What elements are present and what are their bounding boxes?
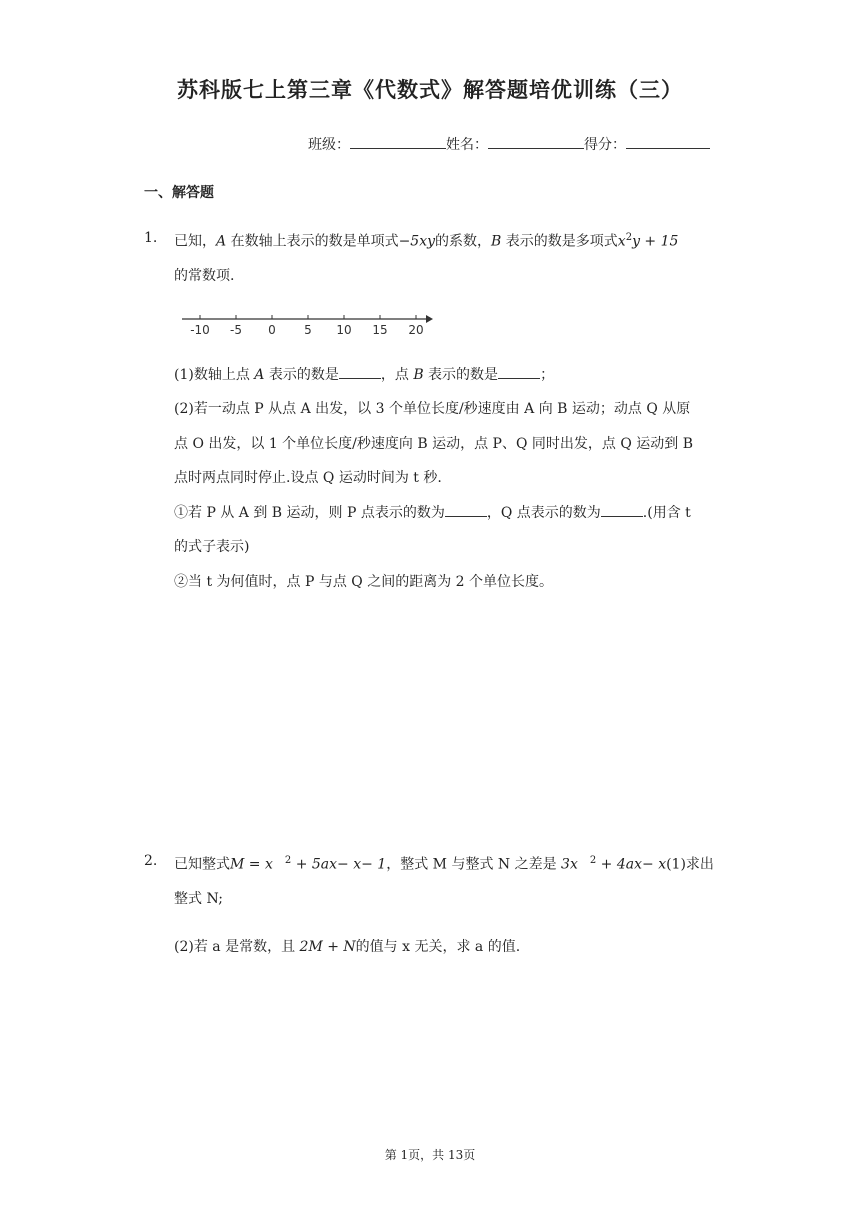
number-line-tick-label: 10 <box>336 323 352 337</box>
q1-s1-text: .(用含 t <box>642 504 691 521</box>
q1-monomial: −5xy <box>398 233 436 250</box>
q1-stem-line-2: 的常数项. <box>174 268 235 285</box>
q1-p1-text: ； <box>540 367 555 383</box>
q1-sub-2: ②当 t 为何值时，点 P 与点 Q 之间的距离为 2 个单位长度。 <box>174 573 554 590</box>
q2-p2-text: 的值与 x 无关，求 a 的值. <box>355 939 521 955</box>
q1-poly-exponent: 2 <box>625 232 633 243</box>
student-info-line <box>308 134 710 154</box>
q1-p1-point-b: B <box>413 367 424 383</box>
class-blank <box>350 134 446 149</box>
question-1-part-2 <box>174 392 720 599</box>
page-footer: 第 1页，共 13页 <box>384 1148 476 1162</box>
number-line-arrow <box>426 315 433 323</box>
q2-stem-line-2: 整式 N; <box>174 891 223 908</box>
name-blank <box>488 134 584 149</box>
q2-m-rest: + 5ax− x− 1 <box>291 856 387 873</box>
q2-p2-text: (2)若 a 是常数，且 <box>174 939 300 955</box>
q1-p1-text: 表示的数是 <box>264 367 339 383</box>
q1-p2-line-2: 点 O 出发，以 1 个单位长度/秒速度向 B 运动，点 P、Q 同时出发，点 Q 运动到 B <box>174 435 694 452</box>
question-1-stem <box>174 221 720 294</box>
q1-text: 已知， <box>174 233 216 250</box>
q2-text: ，整式 M 与整式 N 之差是 <box>386 856 562 873</box>
q1-point-b: B <box>491 233 502 250</box>
q1-p1-text: (1)数轴上点 <box>174 367 255 383</box>
number-line-tick-label: -10 <box>190 323 210 337</box>
number-line-tick-label: 15 <box>372 323 388 337</box>
q1-poly-x: x <box>617 233 626 250</box>
q1-stem-line-1 <box>174 221 720 259</box>
q2-exponent: 2 <box>589 855 597 866</box>
answer-blank <box>498 364 540 379</box>
q1-s1-text: ，Q 点表示的数为 <box>486 504 601 521</box>
q1-p1-point-a: A <box>254 367 265 383</box>
q2-diff-rest: + 4ax− x <box>596 856 667 873</box>
q2-exponent: 2 <box>284 855 292 866</box>
q1-p1-text: ，点 <box>380 367 414 383</box>
answer-blank <box>339 364 381 379</box>
score-label: 得分： <box>584 137 626 153</box>
question-2-stem <box>174 844 720 917</box>
score-blank <box>626 134 710 149</box>
q1-s1-text: ①若 P 从 A 到 B 运动，则 P 点表示的数为 <box>174 504 445 521</box>
question-1-part-1 <box>174 358 720 393</box>
answer-blank <box>601 502 643 517</box>
class-label: 班级： <box>308 137 350 153</box>
q1-text: 表示的数是多项式 <box>501 233 618 250</box>
number-line-tick-label: 20 <box>408 323 424 337</box>
q1-sub-1-line-2: 的式子表示) <box>174 539 250 555</box>
q2-p2-expression: 2M + N <box>299 939 356 955</box>
number-line-tick-label: 5 <box>304 323 312 337</box>
q2-diff-expression: 3x <box>561 856 578 873</box>
q1-sub-1 <box>174 496 720 531</box>
page-title: 苏科版七上第三章《代数式》解答题培优训练（三） <box>177 78 683 102</box>
question-1-number: 1. <box>144 230 158 246</box>
name-label: 姓名： <box>446 137 488 153</box>
number-line-tick-label: -5 <box>230 323 242 337</box>
section-heading: 一、解答题 <box>144 185 214 201</box>
q1-p2-line-3: 点时两点同时停止.设点 Q 运动时间为 t 秒. <box>174 470 442 486</box>
answer-blank <box>445 502 487 517</box>
q1-poly-rest: y + 15 <box>632 233 679 250</box>
q1-p2-line-1: (2)若一动点 P 从点 A 出发，以 3 个单位长度/秒速度由 A 向 B 运动；动点 Q 从原 <box>174 401 691 417</box>
question-2-number: 2. <box>144 853 158 869</box>
q2-m-expression: M = x <box>230 856 273 873</box>
question-2-part-2 <box>174 930 720 965</box>
q1-point-a: A <box>216 233 227 250</box>
q1-p1-text: 表示的数是 <box>423 367 499 383</box>
q1-text: 在数轴上表示的数是单项式 <box>226 233 399 250</box>
q2-text: 已知整式 <box>174 856 230 873</box>
q2-stem-line-1 <box>174 844 720 882</box>
number-line-tick-label: 0 <box>268 323 276 337</box>
number-line <box>180 308 440 338</box>
q2-text: (1)求出 <box>666 856 714 873</box>
q1-text: 的系数， <box>435 233 492 250</box>
